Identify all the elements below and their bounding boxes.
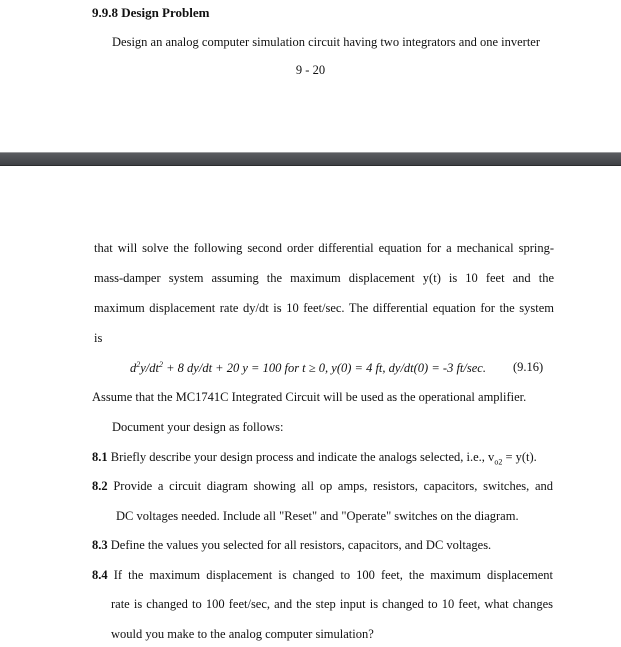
item-text: Provide a circuit diagram showing all op amps, resistors, capacitors, switches, and xyxy=(113,479,554,493)
paragraph-line-2: mass-damper system assuming the maximum displacement y(t) is 10 feet and the xyxy=(94,271,554,285)
paragraph-line-1: that will solve the following second order differential equation for a mechanical spring- xyxy=(94,241,554,255)
item-text: Briefly describe your design process and indicate the analogs selected, i.e., v xyxy=(110,450,495,464)
list-item-8-3 xyxy=(92,538,491,553)
item-number: 8.1 xyxy=(92,450,108,464)
equation-y: y/dt xyxy=(140,361,159,376)
page-number: 9 - 20 xyxy=(295,63,326,77)
list-item-8-4 xyxy=(92,568,553,583)
item-subscript: o2 xyxy=(494,457,503,467)
differential-equation xyxy=(130,360,486,376)
intro-text: Design an analog computer simulation circuit having two integrators and one inverter xyxy=(112,35,541,49)
document-text: Document your design as follows: xyxy=(112,420,284,434)
equation-number: (9.16) xyxy=(513,360,544,374)
list-item-8-4-line-2: rate is changed to 100 feet/sec, and the step input is changed to 10 feet, what changes xyxy=(111,597,553,611)
item-text: Define the values you selected for all resistors, capacitors, and DC voltages. xyxy=(110,538,492,552)
equation-rest: + 8 dy/dt + 20 y = 100 for t ≥ 0, y(0) = 4 ft, dy/dt(0) = -3 ft/sec. xyxy=(163,361,486,376)
list-item-8-4-line-3: would you make to the analog computer simulation? xyxy=(111,627,374,641)
list-item-8-1 xyxy=(92,450,537,467)
item-number: 8.2 xyxy=(92,479,108,493)
item-number: 8.3 xyxy=(92,538,108,552)
assume-text: Assume that the MC1741C Integrated Circuit will be used as the operational amplifier. xyxy=(92,390,527,404)
equation-d: d xyxy=(130,361,137,376)
item-text-end: = y(t). xyxy=(502,450,537,464)
list-item-8-2 xyxy=(92,479,553,494)
item-text: If the maximum displacement is changed to 100 feet, the maximum displacement xyxy=(113,568,553,582)
section-heading: 9.9.8 Design Problem xyxy=(92,5,210,20)
list-item-8-2-line-2: DC voltages needed. Include all "Reset" and "Operate" switches on the diagram. xyxy=(116,509,519,523)
paragraph-line-4: is xyxy=(94,331,103,345)
page-separator xyxy=(0,152,621,166)
equation-superscript-2: 2 xyxy=(159,360,163,369)
equation-superscript: 2 xyxy=(136,360,141,369)
paragraph-line-3: maximum displacement rate dy/dt is 10 feet/sec. The differential equation for the system xyxy=(94,301,554,315)
item-number: 8.4 xyxy=(92,568,108,582)
